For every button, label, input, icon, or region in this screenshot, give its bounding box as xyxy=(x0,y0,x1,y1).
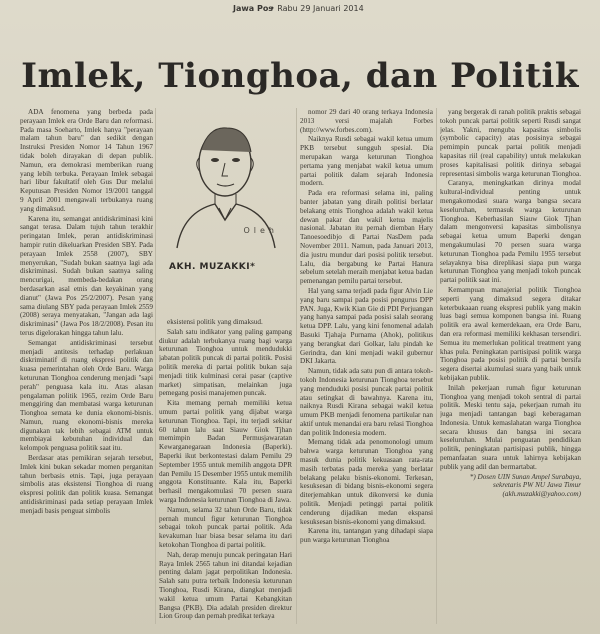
author-portrait xyxy=(159,108,292,258)
article-column-1 xyxy=(20,108,153,624)
paragraph: Memang tidak ada penomonologi umum bahwa warga keturunan Tionghoa yang masuk dunia politik kekuasaan rata-rata masih terbatas pada mereka yang berlatar belakang pelaku bisnis-ekonomi. Terkesan, kesuksesan di bidang bisnis-ekonomi segera diterjemahkan untuk dikonversi ke dunia politik. Menjadi petinggi partai politik cenderung dijadikan medan ekspansi kesuksesan bisnis-ekonomi yang dimaksud. xyxy=(300,438,433,526)
paragraph: yang bergerak di ranah politik praktis sebagai tokoh puncak partai politik seperti Rusdi sangat jelas. Yakni, menguba kapasitas simbolis (symbolic capacity) atas posisinya sebagai pemimpin puncak partai politik menjadi kapasitas riil (real capability) untuk melakukan proses kapitalisasi politik dirinya sebagai representasi simbolis warga keturunan Tionghoa. xyxy=(440,108,581,178)
column-divider xyxy=(436,108,437,624)
paragraph: Inilah pekerjaan rumah figur keturunan Tionghoa yang menjadi tokoh sentral di partai politik. Meski tentu saja, pekerjaan rumah itu juga menjadi tantangan bagi keberagaman Indonesia. Untuk kemaslahatan warga Tionghoa secara khusus dan bangsa ini secara keseluruhan. Mulai penguatan pendidikan politik, peningkatan partisipasi publik, hingga pemanfaatan suara untuk lahirnya kebijakan publik yang adil dan bermartabat. xyxy=(440,383,581,471)
publication-date: • Rabu 29 Januari 2014 xyxy=(270,4,364,13)
paragraph: Karena itu, semangat antidiskriminasi kini sangat terasa. Dalam tujuh tahun terakhir peringatan Imlek, peran antidiskriminasi hampir rutin dikeluarkan Presiden SBY. Pada perayaan Imlek 2558 (2007), SBY menyerukan, "Sudah bukan saatnya lagi ada diskriminasi. Sudah bukan saatnya saling mencurigai, membeda-bedakan orang berdasarkan asal etnis dan keyakinan yang dianut" (Jawa Pos 25/2/2007). Pesan yang sama diulang SBY pada perayaan Imlek 2559 (2008) seraya menyatakan, "Jangan ada lagi diskriminasi" (Jawa Pos 18/2/2008). Pesan itu terus digelorakan hingga tahun lalu. xyxy=(20,214,153,337)
paragraph: Semangat antidiskriminasi tersebut menjadi antitesis terhadap perlakuan diskriminatif di ruang ekspresi politik dan kuasa pemerintahan oleh Orde Baru. Warga keturunan Tionghoa cenderung menjadi "sapi perah" penguasa kala itu. Atas alasan pengalaman politik 1965, rezim Orde Baru menggiring dan membatasi warga keturunan Tionghoa semata ke dunia ekonomi-bisnis. Namun, ruang ekonomi-bisnis mereka digunakan tak lebih sebagai ATM untuk membiayai kebutuhan individual dan kelompok penguasa politik saat itu. xyxy=(20,338,153,453)
portrait-sketch xyxy=(159,108,292,258)
column-divider xyxy=(296,108,297,624)
paragraph: Namun, tidak ada satu pun di antara tokoh-tokoh Indonesia keturunan Tionghoa tersebut yang menduduki posisi puncak partai politik atau setingkat di bawahnya. Karena itu, naiknya Rusdi Kirana sebagai wakil ketua umum PKB menjadi fenomena partikular nan aktif untuk menandai era baru relasi Tionghoa dan politik Indonesia modern. xyxy=(300,367,433,437)
column-divider xyxy=(155,108,156,624)
paragraph: Kita memang pernah memiliki ketua umum partai politik yang dijabat warga keturunan Tionghoa. Tapi, itu terjadi sekitar 60 tahun lalu saat Siauw Giok Tjhan memimpin Badan Permusjawaratan Kewarganegaraan Indonesia (Baperki). Baperki ikut berkontestasi dalam Pemilu 29 September 1955 untuk memilih anggota DPR dan Pemilu 15 Desember 1955 untuk memilih anggota Konstituante. Kala itu, Baperki berhasil mengakomulasi 70 persen suara warga Indonesia keturunan Tionghoa di Jawa. xyxy=(159,399,292,504)
article-column-3 xyxy=(300,108,433,624)
paragraph: Namun, selama 32 tahun Orde Baru, tidak pernah muncul figur keturunan Tionghoa sebagai tokoh puncak partai politik. Ada kevakuman luar biasa besar selama itu dari ketokohan Tionghoa di partai politik. xyxy=(159,505,292,549)
paragraph: ADA fenomena yang berbeda pada perayaan Imlek era Orde Baru dan reformasi. Pada masa Soeharto, Imlek hanya "perayaan malam tahun baru" dan sedikit dengan Instruksi Presiden Nomor 14 Tahun 1967 tidak boleh dirayakan di depan publik. Namun, era demokrasi memberikan ruang yang lebih terbuka. Perayaan Imlek sebagai hari libur fakultatif oleh Gus Dur melalui Keputusan Presiden Nomor 19/2001 tanggal 9 April 2001 mengawali terbukanya ruang yang dimaksud. xyxy=(20,108,153,213)
article-column-2 xyxy=(159,318,292,624)
paragraph: Caranya, meningkatkan dirinya modal kultural-individual penting untuk mengakomodasi suara warga bangsa secara keseluruhan, termasuk warga keturunan Tionghoa. Keberhasilan Siauw Giok Tjhan dalam mengonversi kapasitas simbolisnya sebagai ketua umum Baperki dengan mengakumulasi 70 persen suara warga keturunan Tionghoa pada Pemilu 1955 tersebut selayaknya bisa direplikasi siapa pun warga keturunan Tionghoa yang menjadi tokoh puncak partai politik saat ini. xyxy=(440,179,581,285)
paragraph: eksistensi politik yang dimaksud. xyxy=(167,318,263,326)
paragraph: Naiknya Rusdi sebagai wakil ketua umum PKB tersebut sungguh spesial. Dia merupakan warga keturunan Tionghoa pertama yang menjabat wakil ketua umum partai politik dalam sejarah Indonesia modern. xyxy=(300,135,433,188)
article-column-4 xyxy=(440,108,581,624)
paragraph: Pada era reformasi selama ini, paling banter jabatan yang diraih politisi berlatar belakang etnis Tionghoa adalah wakil ketua dewan pakar dan wakil ketua majelis nasional. Jabatan itu pernah diemban Hary Tanoesoedibjo di Partai NasDem pada November 2011. Namun, pada Januari 2013, dia justru mundur dari posisi politik tersebut. Lalu, dia bergabung ke Partai Hanura sebelum setelah meraih menjabat ketua badan pemenangan pemilu partai tersebut. xyxy=(300,189,433,286)
paragraph: Salah satu indikator yang paling gampang diukur adalah terbukanya ruang bagi warga keturunan Tionghoa untuk mendudukki jabatan politik puncak di partai politik. Posisi politik mereka di partai politik bukan saja menjadi titik kulminasi cerai pasar (captive market) simpatisan, melainkan juga pemegang posisi manajemen puncak. xyxy=(159,327,292,398)
article-headline: Imlek, Tionghoa, dan Politik xyxy=(21,56,579,96)
paragraph: Nah, derap menuju puncak peringatan Hari Raya Imlek 2565 tahun ini ditandai kejadian penting dalam jagat perpolitikan Indonesia. Salah satu putra terbaik Indonesia keturunan Tionghoa, Rusdi Kirana, diangkat menjadi wakil ketua umum Partai Kebangkitan Bangsa (PKB). Dia adalah presiden direktur Lion Group dan pernah predikat terkaya xyxy=(159,550,292,621)
paragraph: Hal yang sama terjadi pada figur Alvin Lie yang baru sampai pada posisi pengurus DPP PAN. Juga, Kwik Kian Gie di PDI Perjuangan yang hanya sampai pada posisi salah seorang ketua DPP. Lalu, yang kini fenomenal adalah Basuki Tjahaja Purnama (Ahok), politikus yang berangkat dari Golkar, lalu pindah ke Gerindra, dan kini menjadi wakil gubernur DKI Jakarta. xyxy=(300,286,433,366)
masthead xyxy=(0,0,600,18)
author-footnote: *) Dosen UIN Sunan Ampel Surabaya, sekretaris PW NU Jawa Timur (akh.muzakki@yahoo.com) xyxy=(469,472,581,499)
publication-name: Jawa Pos xyxy=(233,4,274,13)
paragraph: Kemampuan manajerial politik Tionghoa seperti yang dimaksud segera ditakar keterbukaaan ruang ekspresi publik yang makin luas bagi semua komponen bangsa ini. Ruang politik era awal kemerdekaan, era Orde Baru, dan era reformasi memiliki kekhasan tersendiri. Semua itu memerlukan political treatment yang khas pula. Peningkatan partisipasi politik warga Tionghoa pada posisi politik di partai bersifa segera disertai akumulasi suara yang baik untuk kebijakan publik. xyxy=(440,285,581,382)
paragraph: Berdasar atas pemikiran sejarah tersebut, Imlek kini bukan sekadar momen perganitan tahun berbasis etnis. Tapi, juga perayaan simbolis atas eksistensi Tionghoa di ruang ekspresi politik dan politik kuasa. Semangat antidiskriminasi pada setiap perayaan Imlek menjadi basis penguat simbolis xyxy=(20,454,153,515)
paragraph: Karena itu, tantangan yang dihadapi siapa pun warga keturunan Tionghoa xyxy=(300,527,433,545)
portrait-caption: Oleh xyxy=(243,226,278,235)
paragraph: nomor 29 dari 40 orang terkaya Indonesia 2013 versi majalah Forbes (http://www.forbes.com). xyxy=(300,108,433,134)
author-byline: AKH. MUZAKKI* xyxy=(169,262,256,272)
